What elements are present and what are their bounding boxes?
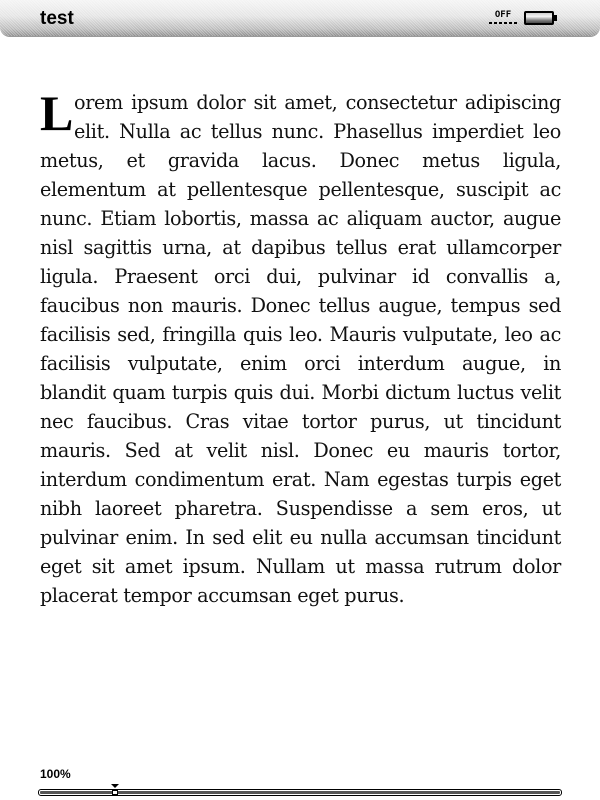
battery-tip xyxy=(554,15,557,21)
progress-percent-label: 100% xyxy=(40,767,71,781)
battery-body xyxy=(524,11,554,25)
battery-icon xyxy=(524,11,556,25)
book-paragraph xyxy=(40,85,561,610)
drop-cap: L xyxy=(40,85,73,141)
paragraph-text: orem ipsum dolor sit amet, consectetur adipiscing elit. Nulla ac tellus nunc. Phasellus imperdiet leo metus, et gravida lacus. Donec metus ligula, elementum at pellentesque pellentesque, suscipit ac nunc. Etiam lobortis, massa ac aliquam auctor, augue nisl sagittis urna, at dapibus tellus erat ullamcorper ligula. Praesent orci dui, pulvinar id convallis a, faucibus non mauris. Donec tellus augue, tempus sed facilisis sed, fringilla quis leo. Mauris vulputate, leo ac facilisis vulputate, enim orci interdum augue, in blandit quam turpis quis dui. Morbi dictum luctus velit nec faucibus. Cras vitae tortor purus, ut tincidunt mauris. Sed at velit nisl. Donec eu mauris tortor, interdum condimentum erat. Nam egestas turpis eget nibh laoreet pharetra. Suspendisse a sem eros, ut pulvinar enim. In sed elit eu nulla accumsan tincidunt eget sit amet ipsum. Nullam ut massa rutrum dolor placerat tempor accumsan eget purus. xyxy=(40,91,561,607)
wireless-signal-dashes xyxy=(489,22,517,24)
location-indicator xyxy=(112,790,118,795)
book-title: test xyxy=(40,8,74,29)
status-bar xyxy=(0,0,600,36)
location-marker-icon xyxy=(111,784,119,788)
wireless-status-label: OFF xyxy=(494,10,512,20)
wireless-status-icon xyxy=(489,11,517,24)
reading-page[interactable] xyxy=(40,85,561,610)
